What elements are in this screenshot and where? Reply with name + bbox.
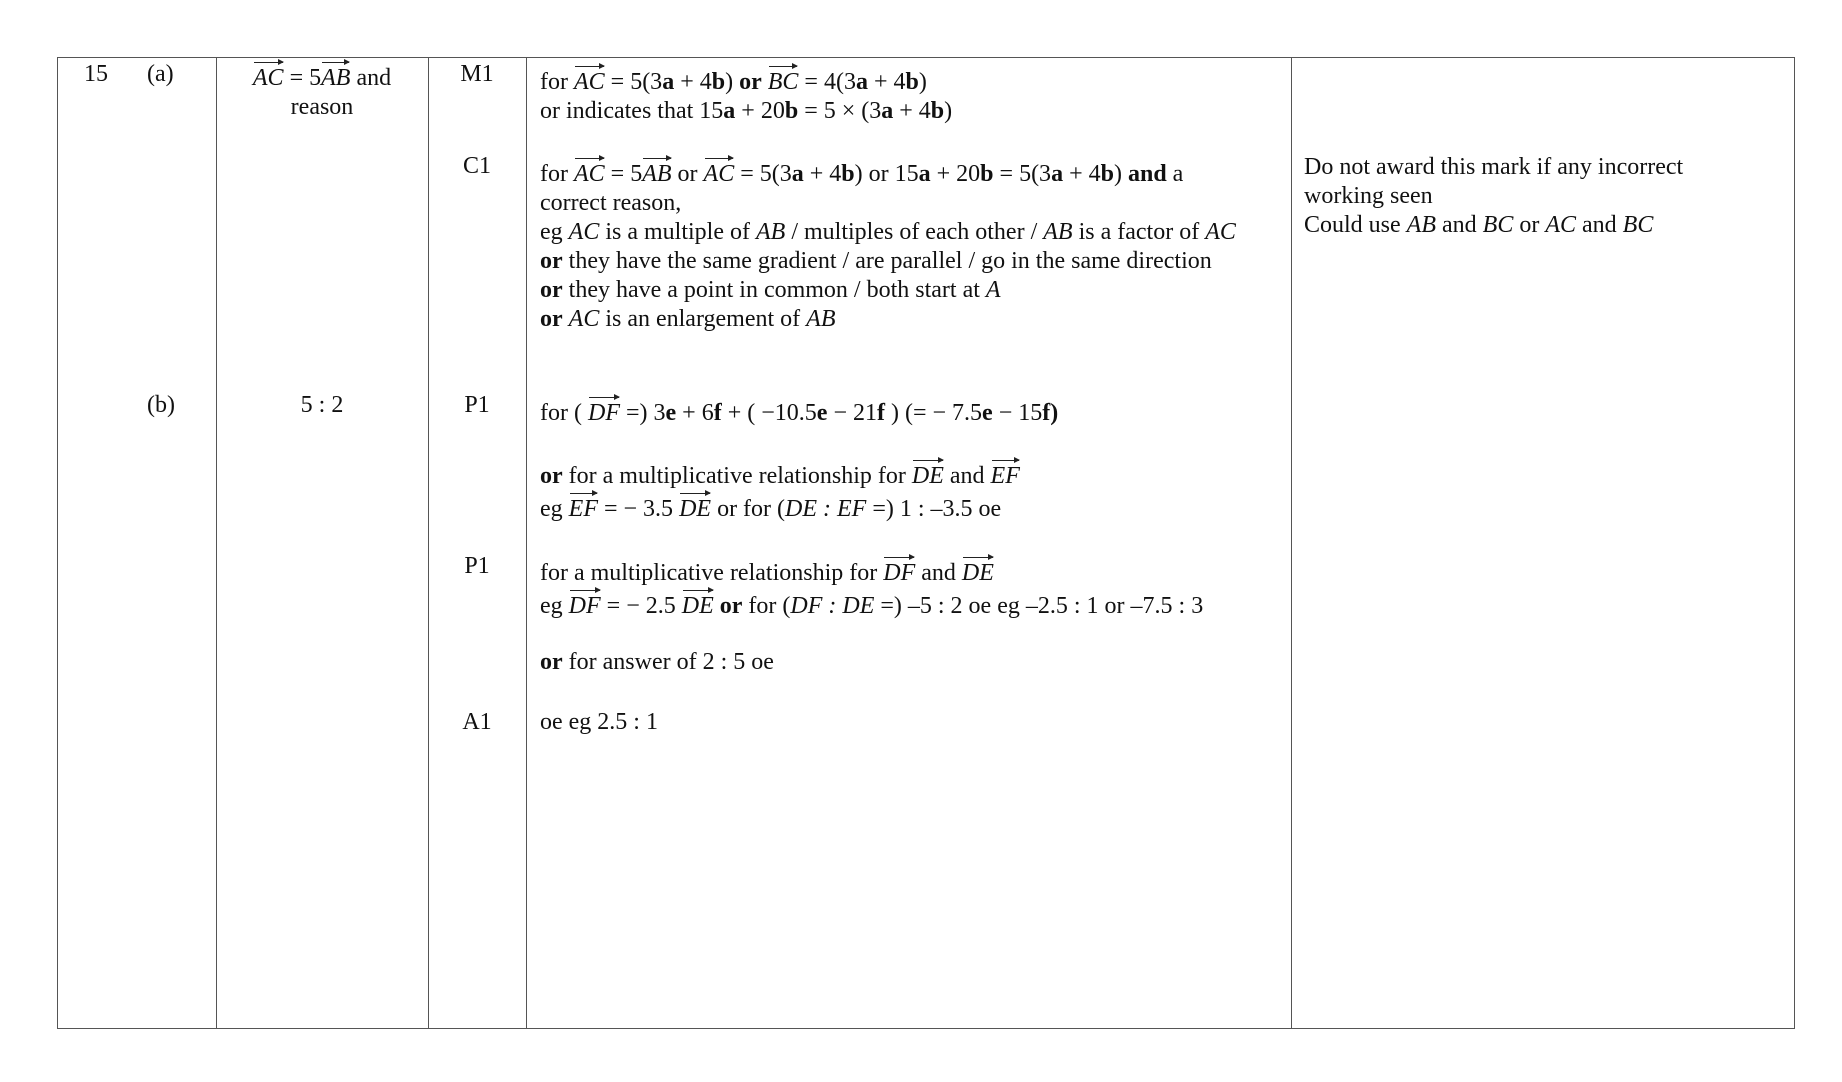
mark-c1: C1	[462, 153, 491, 179]
part-b-label: (b)	[147, 392, 175, 418]
answer-b: 5 : 2	[300, 392, 344, 418]
mark-p1: P1	[464, 392, 490, 418]
answer-a: AC = 5AB and reason	[217, 60, 427, 122]
column-divider	[526, 57, 527, 1029]
p1-notes-first-alt: or for a multiplicative relationship for DE and EF eg EF = − 3.5 DE or for (DE : EF =) 1 : –3.5 oe	[540, 458, 1020, 524]
column-divider	[428, 57, 429, 1029]
additional-guidance: Do not award this mark if any incorrect working seen Could use AB and BC or AC and BC	[1304, 154, 1684, 238]
m1-notes: for AC = 5(3a + 4b) or BC = 4(3a + 4b) or indicates that 15a + 20b = 5 × (3a + 4b)	[540, 64, 952, 126]
c1-notes: for AC = 5AB or AC = 5(3a + 4b) or 15a + 20b = 5(3a + 4b) and a correct reason, eg AC is a multiple of AB / multiples of each other / AB is a factor of AC or they have the same gradient / are parallel / go in the same direction or they have a point in common / both start at A or AC is an enlargement of AB	[540, 156, 1236, 334]
column-divider	[1291, 57, 1292, 1029]
question-number: 15	[84, 61, 108, 87]
p1-notes-first: for ( DF =) 3e + 6f + ( −10.5e − 21f ) (= − 7.5e − 15f)	[540, 395, 1058, 428]
mark-p1: P1	[464, 553, 490, 579]
mark-a1: A1	[462, 709, 492, 735]
column-divider	[216, 57, 217, 1029]
a1-notes: oe eg 2.5 : 1	[540, 709, 658, 735]
p1-notes-second: for a multiplicative relationship for DF and DE eg DF = − 2.5 DE or for (DF : DE =) –5 : 2 oe eg –2.5 : 1 or –7.5 : 3	[540, 555, 1203, 621]
mark-m1: M1	[460, 61, 494, 87]
p1-notes-answer: or for answer of 2 : 5 oe	[540, 649, 774, 675]
part-a-label: (a)	[147, 61, 174, 87]
vector-ab: AB	[321, 60, 350, 93]
vector-ac: AC	[253, 60, 284, 93]
